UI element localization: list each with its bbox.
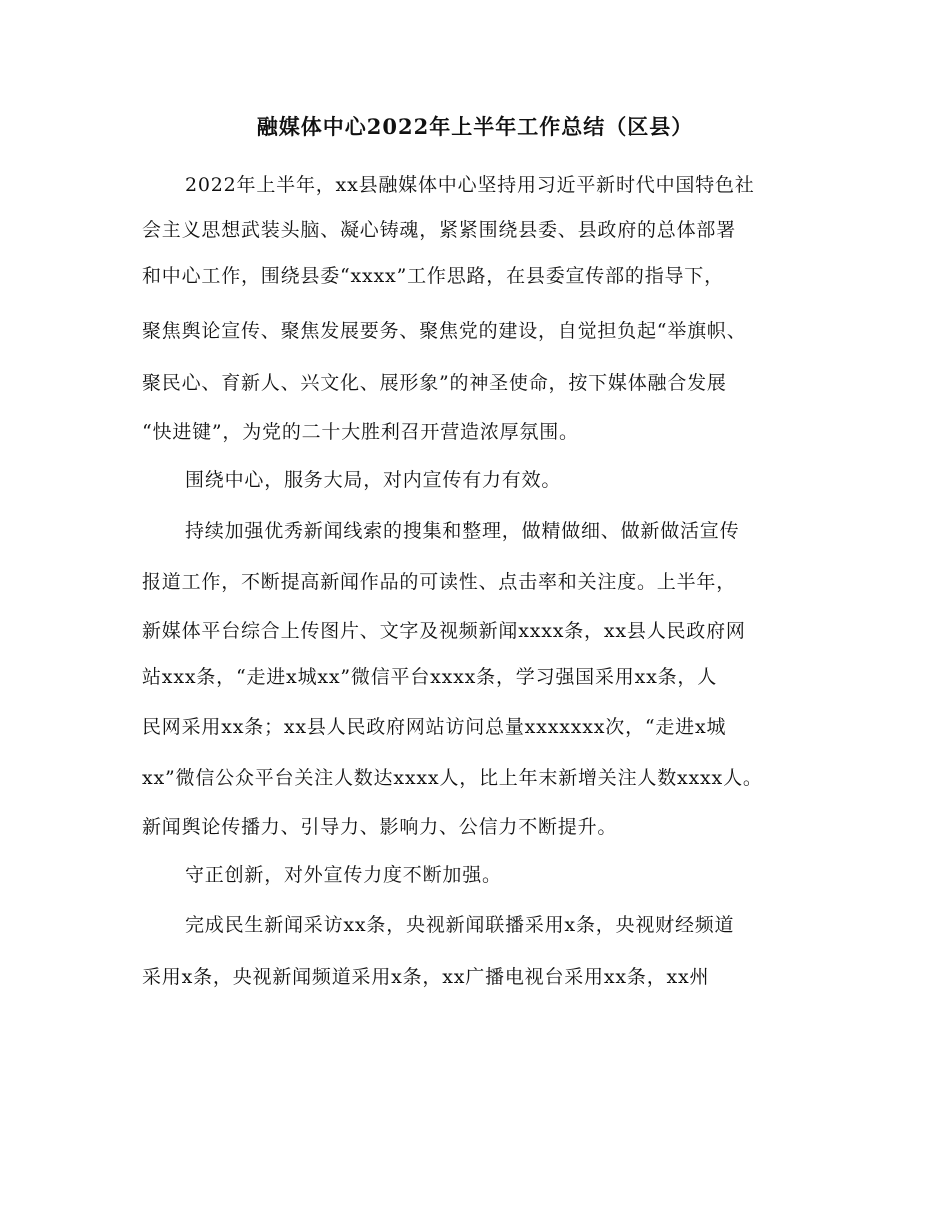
paragraph-line: 完成民生新闻采访xx条，央视新闻联播采用x条，央视财经频道 [185, 914, 735, 936]
paragraph-line: 站xxx条，“走进x城xx”微信平台xxxx条，学习强国采用xx条，人 [142, 666, 718, 688]
paragraph-line: 聚焦舆论宣传、聚焦发展要务、聚焦党的建设，自觉担负起“举旗帜、 [142, 320, 747, 342]
paragraph-line: 2022年上半年，xx县融媒体中心坚持用习近平新时代中国特色社 [185, 174, 755, 196]
paragraph-line: 报道工作，不断提高新闻作品的可读性、点击率和关注度。上半年， [142, 571, 737, 593]
paragraph-line: 守正创新，对外宣传力度不断加强。 [185, 864, 502, 886]
document-title: 融媒体中心2022年上半年工作总结（区县） [256, 114, 694, 139]
paragraph-line: 民网采用xx条；xx县人民政府网站访问总量xxxxxxx次，“走进x城 [142, 716, 727, 738]
paragraph-line: 新媒体平台综合上传图片、文字及视频新闻xxxx条，xx县人民政府网 [142, 620, 746, 642]
paragraph-line: 聚民心、育新人、兴文化、展形象”的神圣使命，按下媒体融合发展 [142, 372, 727, 394]
paragraph-line: “快进键”，为党的二十大胜利召开营造浓厚氛围。 [142, 421, 579, 443]
paragraph-line: 围绕中心，服务大局，对内宣传有力有效。 [185, 469, 562, 491]
paragraph-line: 和中心工作，围绕县委“xxxx”工作思路，在县委宣传部的指导下， [142, 265, 724, 287]
paragraph-line: 采用x条，央视新闻频道采用x条，xx广播电视台采用xx条，xx州 [142, 966, 710, 988]
paragraph-line: 持续加强优秀新闻线索的搜集和整理，做精做细、做新做活宣传 [185, 520, 740, 542]
paragraph-line: 会主义思想武装头脑、凝心铸魂，紧紧围绕县委、县政府的总体部署 [142, 219, 737, 241]
paragraph-line: xx”微信公众平台关注人数达xxxx人，比上年末新增关注人数xxxx人。 [142, 767, 763, 789]
paragraph-line: 新闻舆论传播力、引导力、影响力、公信力不断提升。 [142, 816, 618, 838]
